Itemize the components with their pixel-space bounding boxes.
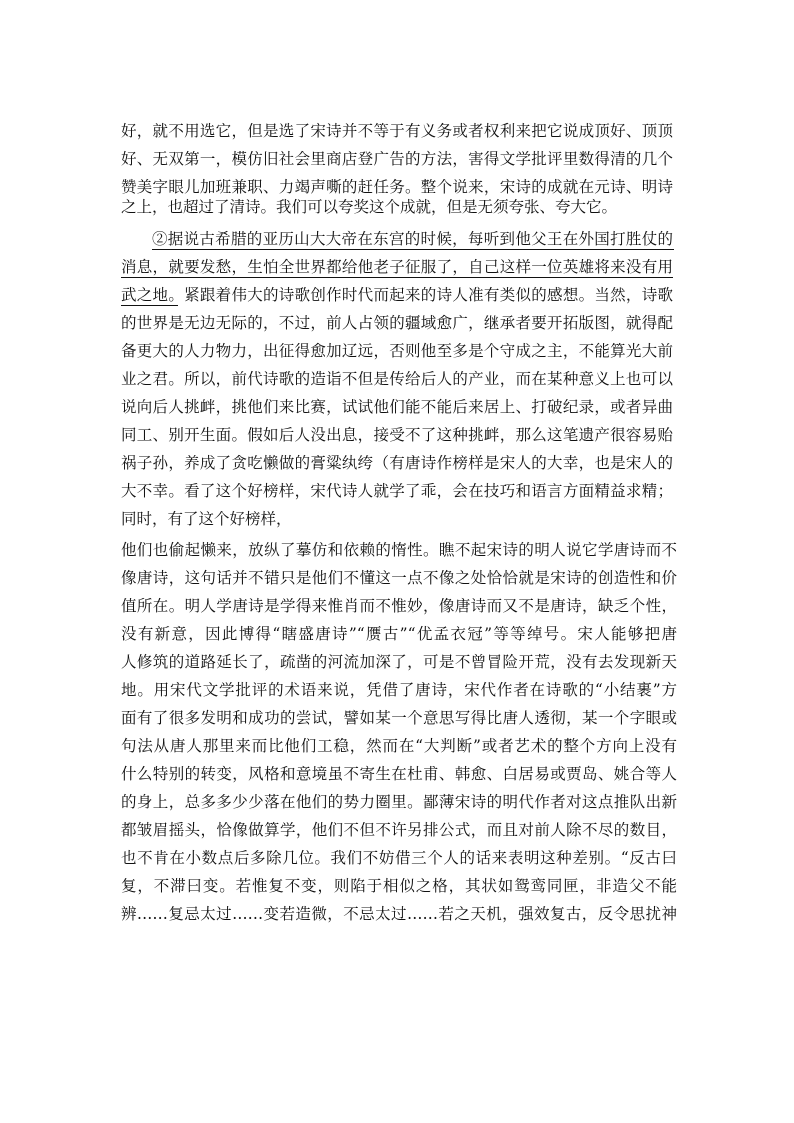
text-line: 都皱眉摇头，恰像做算学，他们不但不许另排公式，而且对前人除不尽的数目， [121,821,677,839]
text-line: 备更大的人力物力，出征得愈加辽远，否则他至多是个守成之主，不能算光大前 [121,342,673,360]
text-line: 消息，就要发愁，生怕全世界都给他老子征服了，自己这样一位英雄将来没有用 [121,258,673,276]
text-line: 值所在。明人学唐诗是学得来惟肖而不惟妙，像唐诗而又不是唐诗，缺乏个性， [121,597,677,615]
underline-mark [152,249,674,250]
text-line: 同工、别开生面。假如后人没出息，接受不了这种挑衅，那么这笔遗产很容易贻 [121,426,673,444]
text-line: 面有了很多发明和成功的尝试，譬如某一个意思写得比唐人透彻，某一个字眼或 [121,709,677,727]
underline-mark [121,305,178,306]
text-line: 辨……复忌太过……变若造微，不忌太过……若之天机，强效复古，反令思扰神 [121,905,677,923]
text-line: 的世界是无边无际的，不过，前人占领的疆域愈广，继承者要开拓版图，就得配 [121,314,673,332]
text-line: 他们也偷起懒来，放纵了摹仿和依赖的惰性。瞧不起宋诗的明人说它学唐诗而不 [121,541,677,559]
text-line: 什么特别的转变，风格和意境虽不寄生在杜甫、韩愈、白居易或贾岛、姚合等人 [121,765,677,783]
text-line: 赞美字眼儿加班兼职、力竭声嘶的赶任务。整个说来，宋诗的成就在元诗、明诗 [121,178,673,196]
text-line: 大不幸。看了这个好榜样，宋代诗人就学了乖，会在技巧和语言方面精益求精； [121,482,673,500]
text-line: 地。用宋代文学批评的术语来说，凭借了唐诗，宋代作者在诗歌的“小结裹”方 [121,681,677,699]
text-line: 之上，也超过了清诗。我们可以夸奖这个成就，但是无须夸张、夸大它。 [121,198,618,216]
text-line: 好、无双第一，模仿旧社会里商店登广告的方法，害得文学批评里数得清的几个 [121,150,673,168]
text-line: 像唐诗，这句话并不错只是他们不懂这一点不像之处恰恰就是宋诗的创造性和价 [121,569,677,587]
text-line: 武之地。紧跟着伟大的诗歌创作时代而起来的诗人准有类似的感想。当然，诗歌 [121,286,673,304]
text-line: 业之君。所以，前代诗歌的造诣不但是传给后人的产业，而在某种意义上也可以 [121,370,673,388]
underline-mark [121,277,673,278]
text-line: 好，就不用选它，但是选了宋诗并不等于有义务或者权利来把它说成顶好、顶顶 [121,122,673,140]
text-line: 复，不滞曰变。若惟复不变，则陷于相似之格，其状如鸳鸾同匣，非造父不能 [121,877,677,895]
text-line: 人修筑的道路延长了，疏凿的河流加深了，可是不曾冒险开荒，没有去发现新天 [121,653,677,671]
text-line: ②据说古希腊的亚历山大大帝在东宫的时候，每听到他父王在外国打胜仗的 [152,230,673,248]
text-line: 同时，有了这个好榜样， [121,510,292,528]
text-line: 的身上，总多多少少落在他们的势力圈里。鄙薄宋诗的明代作者对这点推队出新 [121,793,677,811]
text-line: 祸子孙，养成了贪吃懒做的膏粱纨绔（有唐诗作榜样是宋人的大幸，也是宋人的 [121,454,673,472]
text-line: 也不肯在小数点后多除几位。我们不妨借三个人的话来表明这种差别。“反古曰 [121,849,677,867]
text-line: 没有新意，因此博得“瞎盛唐诗”“赝古”“优孟衣冠”等等绰号。宋人能够把唐 [121,625,677,643]
text-line: 句法从唐人那里来而比他们工稳，然而在“大判断”或者艺术的整个方向上没有 [121,737,677,755]
text-line: 说向后人挑衅，挑他们来比赛，试试他们能不能后来居上、打破纪录，或者异曲 [121,398,673,416]
